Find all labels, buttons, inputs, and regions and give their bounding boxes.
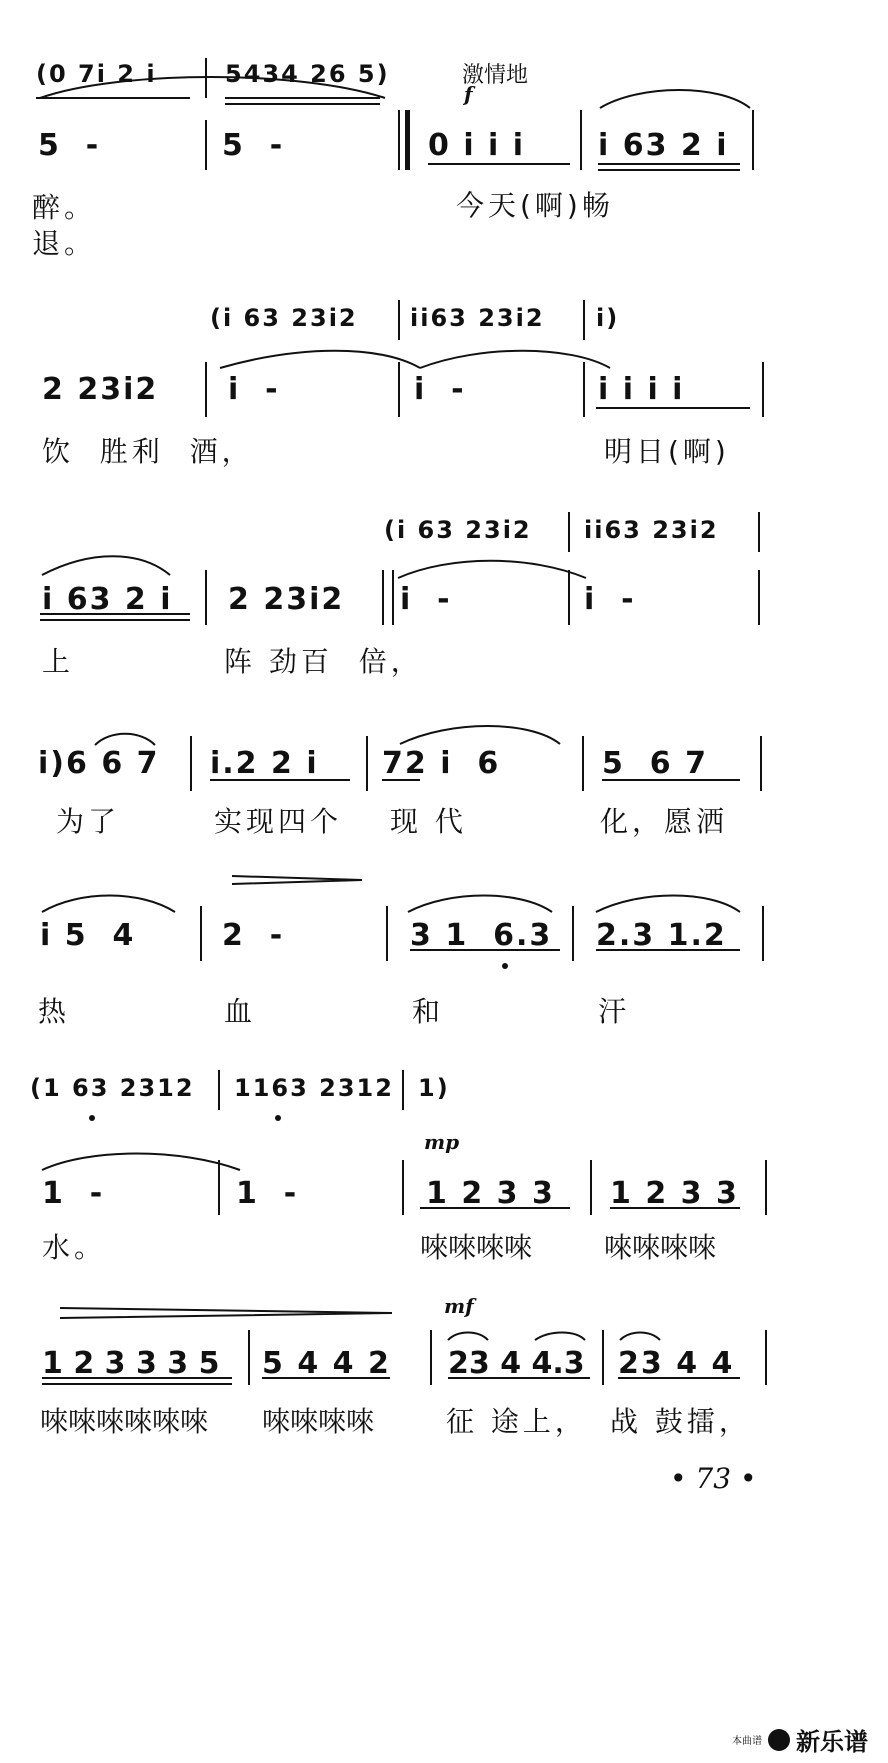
slur [600,90,750,108]
intro-measure: (i 63 23i2 [384,516,532,544]
slur [42,556,170,575]
slur [420,351,610,368]
dot [275,1115,281,1121]
note-measure: 2 23i2 [42,372,159,407]
dynamic-mf: mf [444,1294,474,1318]
intro-measure: (0 7i 2 i [36,60,157,88]
crescendo-mark [232,876,362,884]
note-measure: i - [228,372,280,407]
lyric: 唻唻唻唻唻唻 [40,1405,209,1438]
lyric: 战 鼓擂， [610,1405,751,1438]
note-measure: 5 - [38,128,101,163]
dot [502,963,508,969]
note-measure: 1 - [42,1176,105,1211]
lyric: 退。 [32,227,97,260]
slur [42,1154,240,1171]
intro-measure: ii63 23i2 [410,304,545,332]
slur [408,896,552,913]
note-measure: 5 6 7 [602,746,708,781]
slur [220,351,420,368]
intro-measure: (i 63 23i2 [210,304,358,332]
lyric: 阵 劲百 倍， [224,645,423,678]
note-measure: 5 - [222,128,285,163]
lyric: 明日(啊) [604,435,730,468]
slur [535,1333,585,1341]
lyric: 热 [38,995,71,1028]
note-measure: 2 - [222,918,285,953]
dynamic-f: f [464,82,473,106]
slur [42,896,175,913]
note-measure: 1 2 3 3 [610,1176,739,1211]
intro-measure: 5434 26 5) [225,60,390,88]
dot [89,1115,95,1121]
lyric: 唻唻唻唻 [604,1231,717,1264]
lyric: 唻唻唻唻 [262,1405,375,1438]
note-measure: 1 - [236,1176,299,1211]
intro-measure: (1 63 2312 [30,1074,195,1102]
dynamic-mp: mp [424,1130,460,1154]
page-number: • 73 • [670,1462,757,1495]
lyric: 水。 [42,1231,107,1264]
note-measure: i 5 4 [40,918,136,953]
lyric: 现 代 [390,805,467,838]
lyric: 上 [42,645,75,678]
slur [448,1333,488,1341]
lyric: 今天(啊)畅 [456,189,614,222]
logo-icon [768,1729,790,1751]
note-measure: i i i i [598,372,685,407]
note-measure: i)6 6 7 [38,746,160,781]
note-measure: i - [400,582,452,617]
lyric: 血 [224,995,257,1028]
lyric: 为了 [56,805,121,838]
lyric: 醉。 [32,191,97,224]
slur [95,734,155,745]
tempo-marking: 激情地 [462,63,529,88]
note-measure: i 63 2 i [598,128,729,163]
lyric: 和 [412,995,445,1028]
note-measure: 2.3 1.2 [596,918,727,953]
note-measure: 5 4 4 2 [262,1346,391,1381]
slur [596,896,740,913]
note-measure: i - [584,582,636,617]
note-measure: i - [414,372,466,407]
note-measure: 0 i i i [428,128,526,163]
note-measure: 72 i 6 [382,746,501,781]
note-measure: 1 2 3 3 [426,1176,555,1211]
watermark-logo: 本曲谱 新乐谱 [732,1728,868,1756]
note-measure: i 63 2 i [42,582,173,617]
note-measure: 2 23i2 [228,582,345,617]
slur [620,1333,660,1341]
lyric: 汗 [598,995,631,1028]
intro-measure: 1) [418,1074,450,1102]
slur [400,726,560,744]
note-measure: i.2 2 i [210,746,319,781]
crescendo-mark [60,1308,392,1318]
lyric: 实现四个 [214,805,343,838]
lyric: 唻唻唻唻 [420,1231,533,1264]
note-measure: 23 4 4 [618,1346,735,1381]
lyric: 饮 胜利 酒， [42,435,254,468]
lyric: 征 途上， [446,1405,587,1438]
intro-measure: ii63 23i2 [584,516,719,544]
note-measure: 3 1 6.3 [410,918,553,953]
lyric: 化，愿洒 [600,805,729,838]
note-measure: 1 2 3 3 3 5 [42,1346,220,1381]
intro-measure: i) [596,304,620,332]
intro-measure: 1163 2312 [234,1074,394,1102]
slur [398,561,586,578]
slur [40,77,385,98]
note-measure: 23 4 4.3 [448,1346,585,1381]
